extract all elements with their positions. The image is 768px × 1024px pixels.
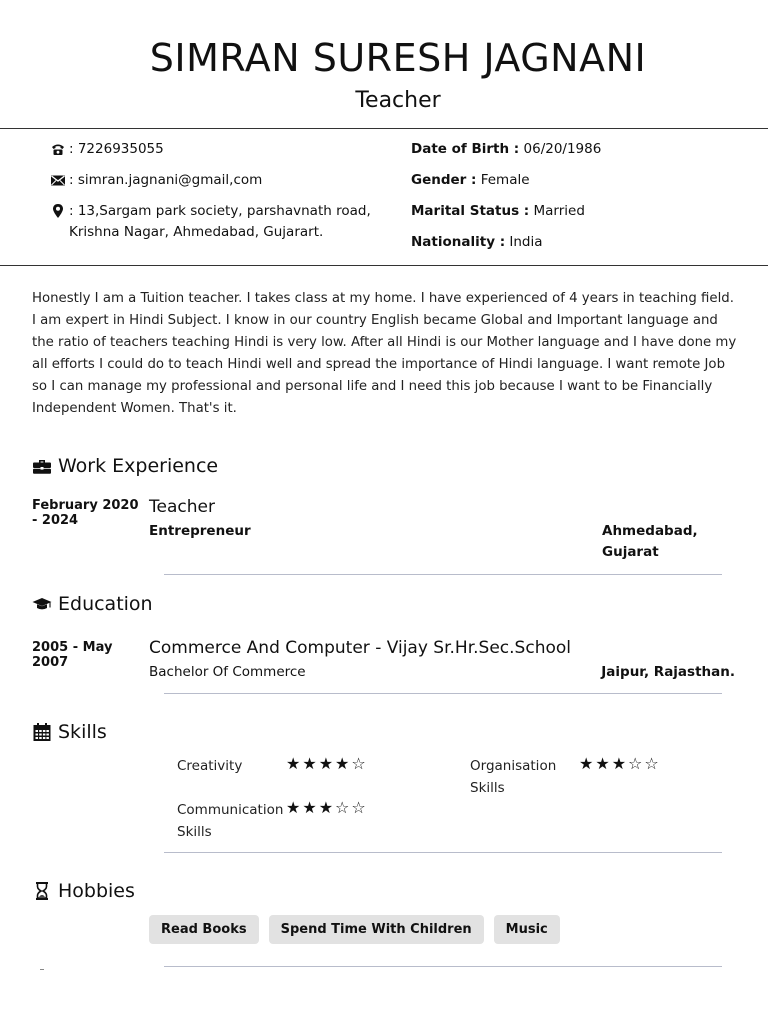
address-text: : 13,Sargam park society, parshavnath road, Krishna Nagar, Ahmedabad, Gujarart. [69,203,371,240]
contact-phone [50,139,390,160]
work-experience-heading [32,455,218,477]
contact-email [50,170,390,191]
marital-row [411,201,741,222]
hobbies-title: Hobbies [58,880,135,902]
work-title: Teacher [149,497,215,517]
hourglass-icon [32,881,52,901]
work-location: Ahmedabad, Gujarat [602,523,698,560]
skills-heading [32,721,107,743]
contact-address [50,201,390,243]
education-divider [164,693,722,694]
education-degree: Bachelor Of Commerce [149,664,306,680]
graduation-cap-icon [32,594,52,614]
skill-rating-communication: ★★★☆☆ [286,798,368,817]
candidate-name: SIMRAN SURESH JAGNANI [149,36,647,80]
work-experience-title: Work Experience [58,455,219,477]
email-text: : simran.jagnani@gmail,com [69,172,263,188]
work-company: Entrepreneur [149,523,251,539]
marital-label: Marital Status : [411,203,530,219]
skill-rating-organisation: ★★★☆☆ [579,754,661,773]
phone-icon [50,141,66,157]
hobby-list [149,915,560,944]
skills-divider [164,852,722,853]
map-pin-icon [50,203,66,219]
work-date: February 2020 - 2024 [32,498,139,528]
gender-row [411,170,741,191]
nationality-row [411,232,741,253]
education-location: Jaipur, Rajasthan. [601,664,735,680]
nationality-value: India [505,234,543,250]
dob-row [411,139,741,160]
candidate-title: Teacher [355,88,441,113]
page-mark [40,969,44,970]
hobbies-heading [32,880,135,902]
skills-title: Skills [58,721,107,743]
personal-info [411,139,741,263]
phone-text: : 7226935055 [69,141,164,157]
work-divider [164,574,722,575]
skill-name-creativity: Creativity [177,758,243,774]
skill-name-communication: Communication Skills [177,802,284,840]
education-title-text: Commerce And Computer - Vijay Sr.Hr.Sec.School [149,638,571,658]
profile-summary: Honestly I am a Tuition teacher. I takes class at my home. I have experienced of 4 years in teaching field. I am expert in Hindi Subject. I know in our country English became Global and Important language and the ratio of teachers teaching Hindi is very low. After all Hindi is our Mother language and I have done my all efforts I could do to teach Hindi well and spread the importance of Hindi language. I want remote Job so I can manage my professional and personal life and I need this job because I want to be Financially Independent Women. That's it. [32,291,737,416]
header-divider [0,128,768,129]
education-title: Education [58,593,153,615]
education-heading [32,593,153,615]
hobby-chip: Music [494,915,560,944]
education-date: 2005 - May 2007 [32,640,113,670]
dob-label: Date of Birth : [411,141,520,157]
gender-value: Female [476,172,530,188]
contact-divider [0,265,768,266]
hobbies-divider [164,966,722,967]
envelope-icon [50,172,66,188]
skill-rating-creativity: ★★★★☆ [286,754,368,773]
calendar-icon [32,722,52,742]
hobby-chip: Read Books [149,915,259,944]
briefcase-icon [32,456,52,476]
marital-value: Married [529,203,585,219]
nationality-label: Nationality : [411,234,506,250]
hobby-chip: Spend Time With Children [269,915,484,944]
skill-name-organisation: Organisation Skills [470,758,557,796]
contact-info [50,139,390,253]
gender-label: Gender : [411,172,477,188]
dob-value: 06/20/1986 [519,141,602,157]
